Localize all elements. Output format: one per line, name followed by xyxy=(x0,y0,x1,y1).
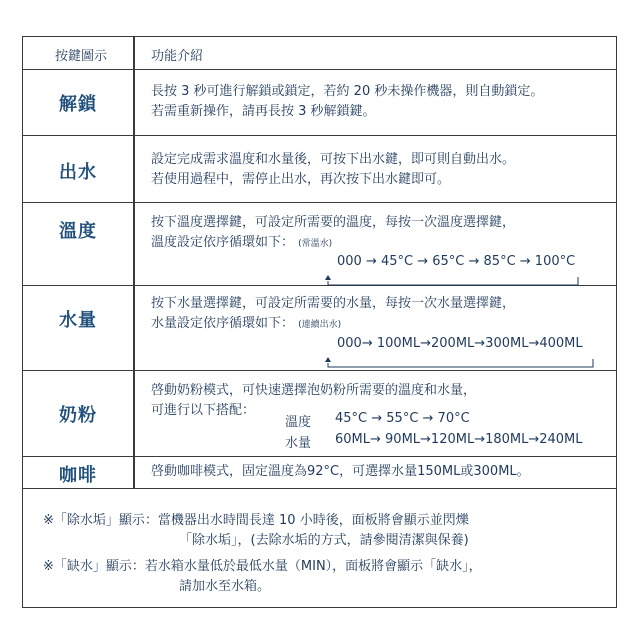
desc-line: 可進行以下搭配： xyxy=(151,403,256,418)
table-row xyxy=(23,286,616,371)
table-row xyxy=(23,70,616,136)
desc-line-text: 溫度設定依序循環如下： xyxy=(151,235,295,250)
loop-arrow-icon xyxy=(323,347,603,367)
sequence-note: (常溫水) xyxy=(298,239,333,249)
sequence-note: (連續出水) xyxy=(298,320,342,330)
table-row xyxy=(23,371,616,457)
desc-line: 若需重新操作，請再長按 3 秒解鎖鍵。 xyxy=(151,104,376,119)
milk-volume-sequence: 60ML→ 90ML→120ML→180ML→240ML xyxy=(335,432,583,447)
desc-line: 按下溫度選擇鍵，可設定所需要的溫度，每按一次溫度選擇鍵， xyxy=(151,215,516,230)
loop-arrow-icon xyxy=(323,265,583,285)
row-label-coffee: 咖啡 xyxy=(59,465,97,486)
desc-line: 按下水量選擇鍵，可設定所需要的水量，每按一次水量選擇鍵， xyxy=(151,296,516,311)
desc-line xyxy=(151,233,612,254)
volume-sequence: 000→ 100ML→200ML→300ML→400ML xyxy=(337,336,583,351)
row-label-unlock: 解鎖 xyxy=(59,94,97,115)
desc-line: 啓動奶粉模式，可快速選擇泡奶粉所需要的溫度和水量， xyxy=(151,383,477,398)
header-key-icon: 按鍵圖示 xyxy=(55,49,108,64)
milk-temp-label: 溫度 xyxy=(285,415,312,430)
desc-line: 長按 3 秒可進行解鎖或鎖定，若約 20 秒未操作機器，則自動鎖定。 xyxy=(151,84,544,99)
desc-line: 若使用過程中，需停止出水，再次按下出水鍵即可。 xyxy=(151,172,451,187)
row-desc xyxy=(151,462,612,482)
row-desc xyxy=(151,150,612,190)
note-descale-line2: 「除水垢」，(去除水垢的方式，請參閱清潔與保養) xyxy=(179,533,469,548)
row-label-volume: 水量 xyxy=(59,310,97,331)
table-header xyxy=(23,37,616,70)
row-desc xyxy=(151,82,612,122)
desc-line-text: 水量設定依序循環如下： xyxy=(151,316,295,331)
row-desc xyxy=(151,294,612,335)
temperature-sequence: 000 → 45°C → 65°C → 85°C → 100°C xyxy=(337,254,576,269)
row-label-milk-powder: 奶粉 xyxy=(59,405,97,426)
milk-volume-label: 水量 xyxy=(285,436,312,451)
note-water-shortage-line1: ※「缺水」顯示：若水箱水量低於最低水量（MIN），面板將會顯示「缺水」， xyxy=(43,559,482,574)
desc-line xyxy=(151,314,612,335)
note-water-shortage-line2: 請加水至水箱。 xyxy=(179,579,271,594)
row-label-temperature: 溫度 xyxy=(59,221,97,242)
table-row xyxy=(23,136,616,203)
note-descale-line1: ※「除水垢」顯示：當機器出水時間長達 10 小時後，面板將會顯示並閃爍 xyxy=(43,513,469,528)
table-row xyxy=(23,203,616,286)
table-row xyxy=(23,457,616,489)
row-label-water-out: 出水 xyxy=(59,162,97,183)
desc-line: 設定完成需求溫度和水量後，可按下出水鍵，即可則自動出水。 xyxy=(151,152,516,167)
desc-line: 啓動咖啡模式，固定溫度為92°C，可選擇水量150ML或300ML。 xyxy=(151,464,530,479)
header-function: 功能介紹 xyxy=(151,49,204,64)
milk-temp-sequence: 45°C → 55°C → 70°C xyxy=(335,411,470,426)
row-desc xyxy=(151,213,612,254)
instruction-table xyxy=(22,36,617,608)
